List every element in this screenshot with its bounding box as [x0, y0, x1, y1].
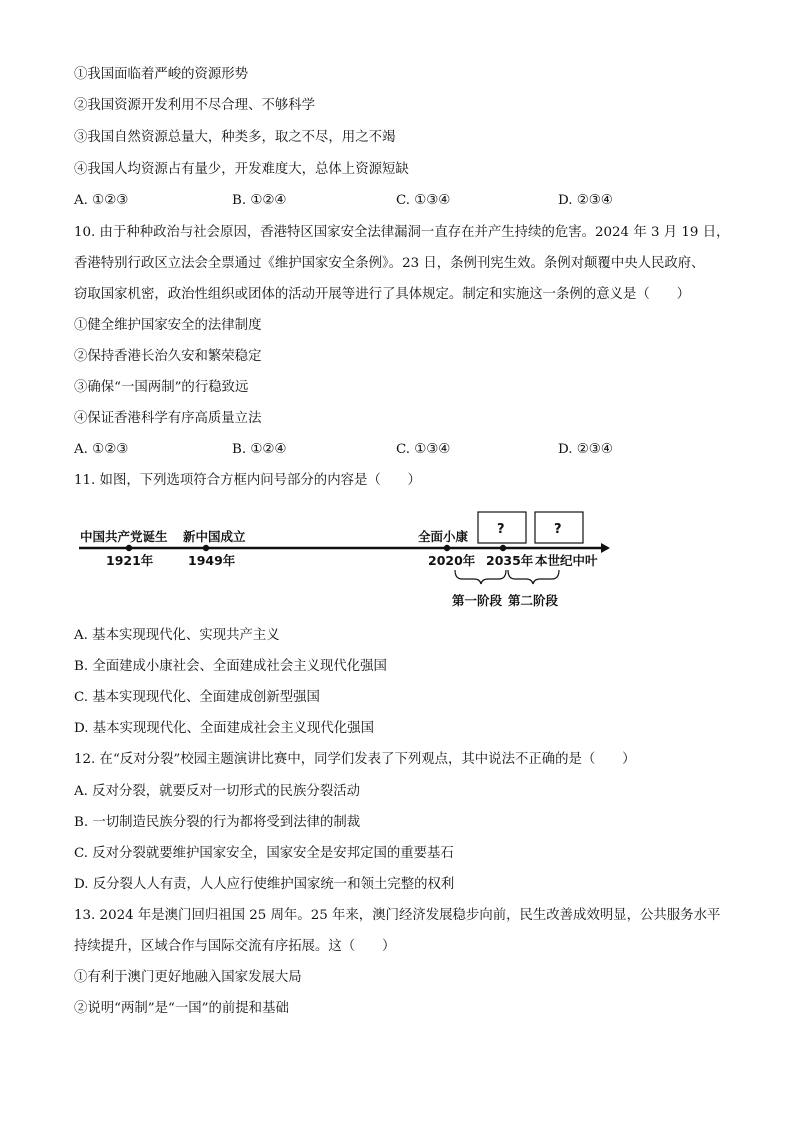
q10-stem-line-2: 香港特别行政区立法会全票通过《维护国家安全条例》。23 日，条例刊宪生效。条例对颠覆中央人民政府、: [74, 256, 705, 271]
q13-item-1: ①有利于澳门更好地融入国家发展大局: [74, 970, 302, 985]
year-label-2035: 2035年: [486, 553, 534, 568]
q11-option-d: D. 基本实现现代化、全面建成社会主义现代化强国: [74, 721, 374, 736]
q9-option-c: C. ①③④: [396, 193, 451, 208]
end-label: 本世纪中叶: [535, 553, 598, 568]
q9-option-b: B. ①②④: [232, 193, 287, 208]
q9-options: [74, 192, 734, 210]
q12-option-d: D. 反分裂人人有责，人人应行使维护国家统一和领土完整的权利: [74, 877, 455, 892]
timeline-dot-2035: [500, 545, 506, 551]
q10-option-c: C. ①③④: [396, 442, 451, 457]
year-label-1949: 1949年: [188, 553, 236, 568]
question-box-1-text: ?: [497, 522, 505, 537]
q9-option-d: D. ②③④: [558, 193, 613, 208]
q10-stem-line-3: 窃取国家机密，政治性组织或团体的活动开展等进行了具体规定。制定和实施这一条例的意义是（ ）: [74, 287, 690, 302]
stage-2-label: 第二阶段: [508, 593, 559, 608]
q12-option-a: A. 反对分裂，就要反对一切形式的民族分裂活动: [74, 784, 360, 799]
event-label-1949: 新中国成立: [183, 529, 246, 544]
q10-options: [74, 441, 734, 459]
q12-option-b: B. 一切制造民族分裂的行为都将受到法律的制裁: [74, 815, 361, 830]
timeline-dot-1921: [126, 545, 132, 551]
q9-item-3: ③我国自然资源总量大，种类多，取之不尽，用之不竭: [74, 130, 396, 145]
year-label-1921: 1921年: [106, 553, 154, 568]
q9-item-2: ②我国资源开发利用不尽合理、不够科学: [74, 98, 316, 113]
q10-option-a: A. ①②③: [74, 442, 129, 457]
q9-item-1: ①我国面临着严峻的资源形势: [74, 67, 249, 82]
q9-item-4: ④我国人均资源占有量少，开发难度大，总体上资源短缺: [74, 162, 409, 177]
q11-option-b: B. 全面建成小康社会、全面建成社会主义现代化强国: [74, 659, 387, 674]
stage-1-label: 第一阶段: [452, 593, 503, 608]
q11-option-a: A. 基本实现现代化、实现共产主义: [74, 628, 280, 643]
q10-item-4: ④保证香港科学有序高质量立法: [74, 411, 262, 426]
q10-item-3: ③确保“一国两制”的行稳致远: [74, 380, 249, 395]
timeline-arrowhead: [601, 543, 610, 553]
timeline-dot-2020: [444, 545, 450, 551]
event-label-1921: 中国共产党诞生: [80, 529, 168, 544]
q9-option-a: A. ①②③: [74, 193, 129, 208]
q10-item-1: ①健全维护国家安全的法律制度: [74, 318, 262, 333]
event-label-2020: 全面小康: [418, 529, 469, 544]
question-box-2-text: ?: [554, 522, 562, 537]
q13-stem-line-2: 持续提升，区域合作与国际交流有序拓展。这（ ）: [74, 939, 396, 954]
year-label-2020: 2020年: [428, 553, 476, 568]
q10-option-d: D. ②③④: [558, 442, 613, 457]
timeline-dot-1949: [203, 545, 209, 551]
q10-option-b: B. ①②④: [232, 442, 287, 457]
q11-stem: 11. 如图，下列选项符合方框内问号部分的内容是（ ）: [74, 473, 421, 488]
q12-stem: 12. 在“反对分裂”校园主题演讲比赛中，同学们发表了下列观点，其中说法不正确的是（ ）: [74, 752, 636, 767]
timeline-figure: [74, 508, 619, 614]
q13-item-2: ②说明“两制”是“一国”的前提和基础: [74, 1001, 289, 1016]
q12-option-c: C. 反对分裂就要维护国家安全，国家安全是安邦定国的重要基石: [74, 846, 454, 861]
q10-stem-line-1: 10. 由于种种政治与社会原因，香港特区国家安全法律漏洞一直存在并产生持续的危害。2024 年 3 月 19 日，: [74, 225, 730, 240]
stage-1-brace: [455, 570, 506, 584]
stage-2-brace: [508, 570, 559, 584]
q11-option-c: C. 基本实现现代化、全面建成创新型强国: [74, 690, 320, 705]
q10-item-2: ②保持香港长治久安和繁荣稳定: [74, 349, 262, 364]
q13-stem-line-1: 13. 2024 年是澳门回归祖国 25 周年。25 年来，澳门经济发展稳步向前，民生改善成效明显，公共服务水平: [74, 908, 721, 923]
